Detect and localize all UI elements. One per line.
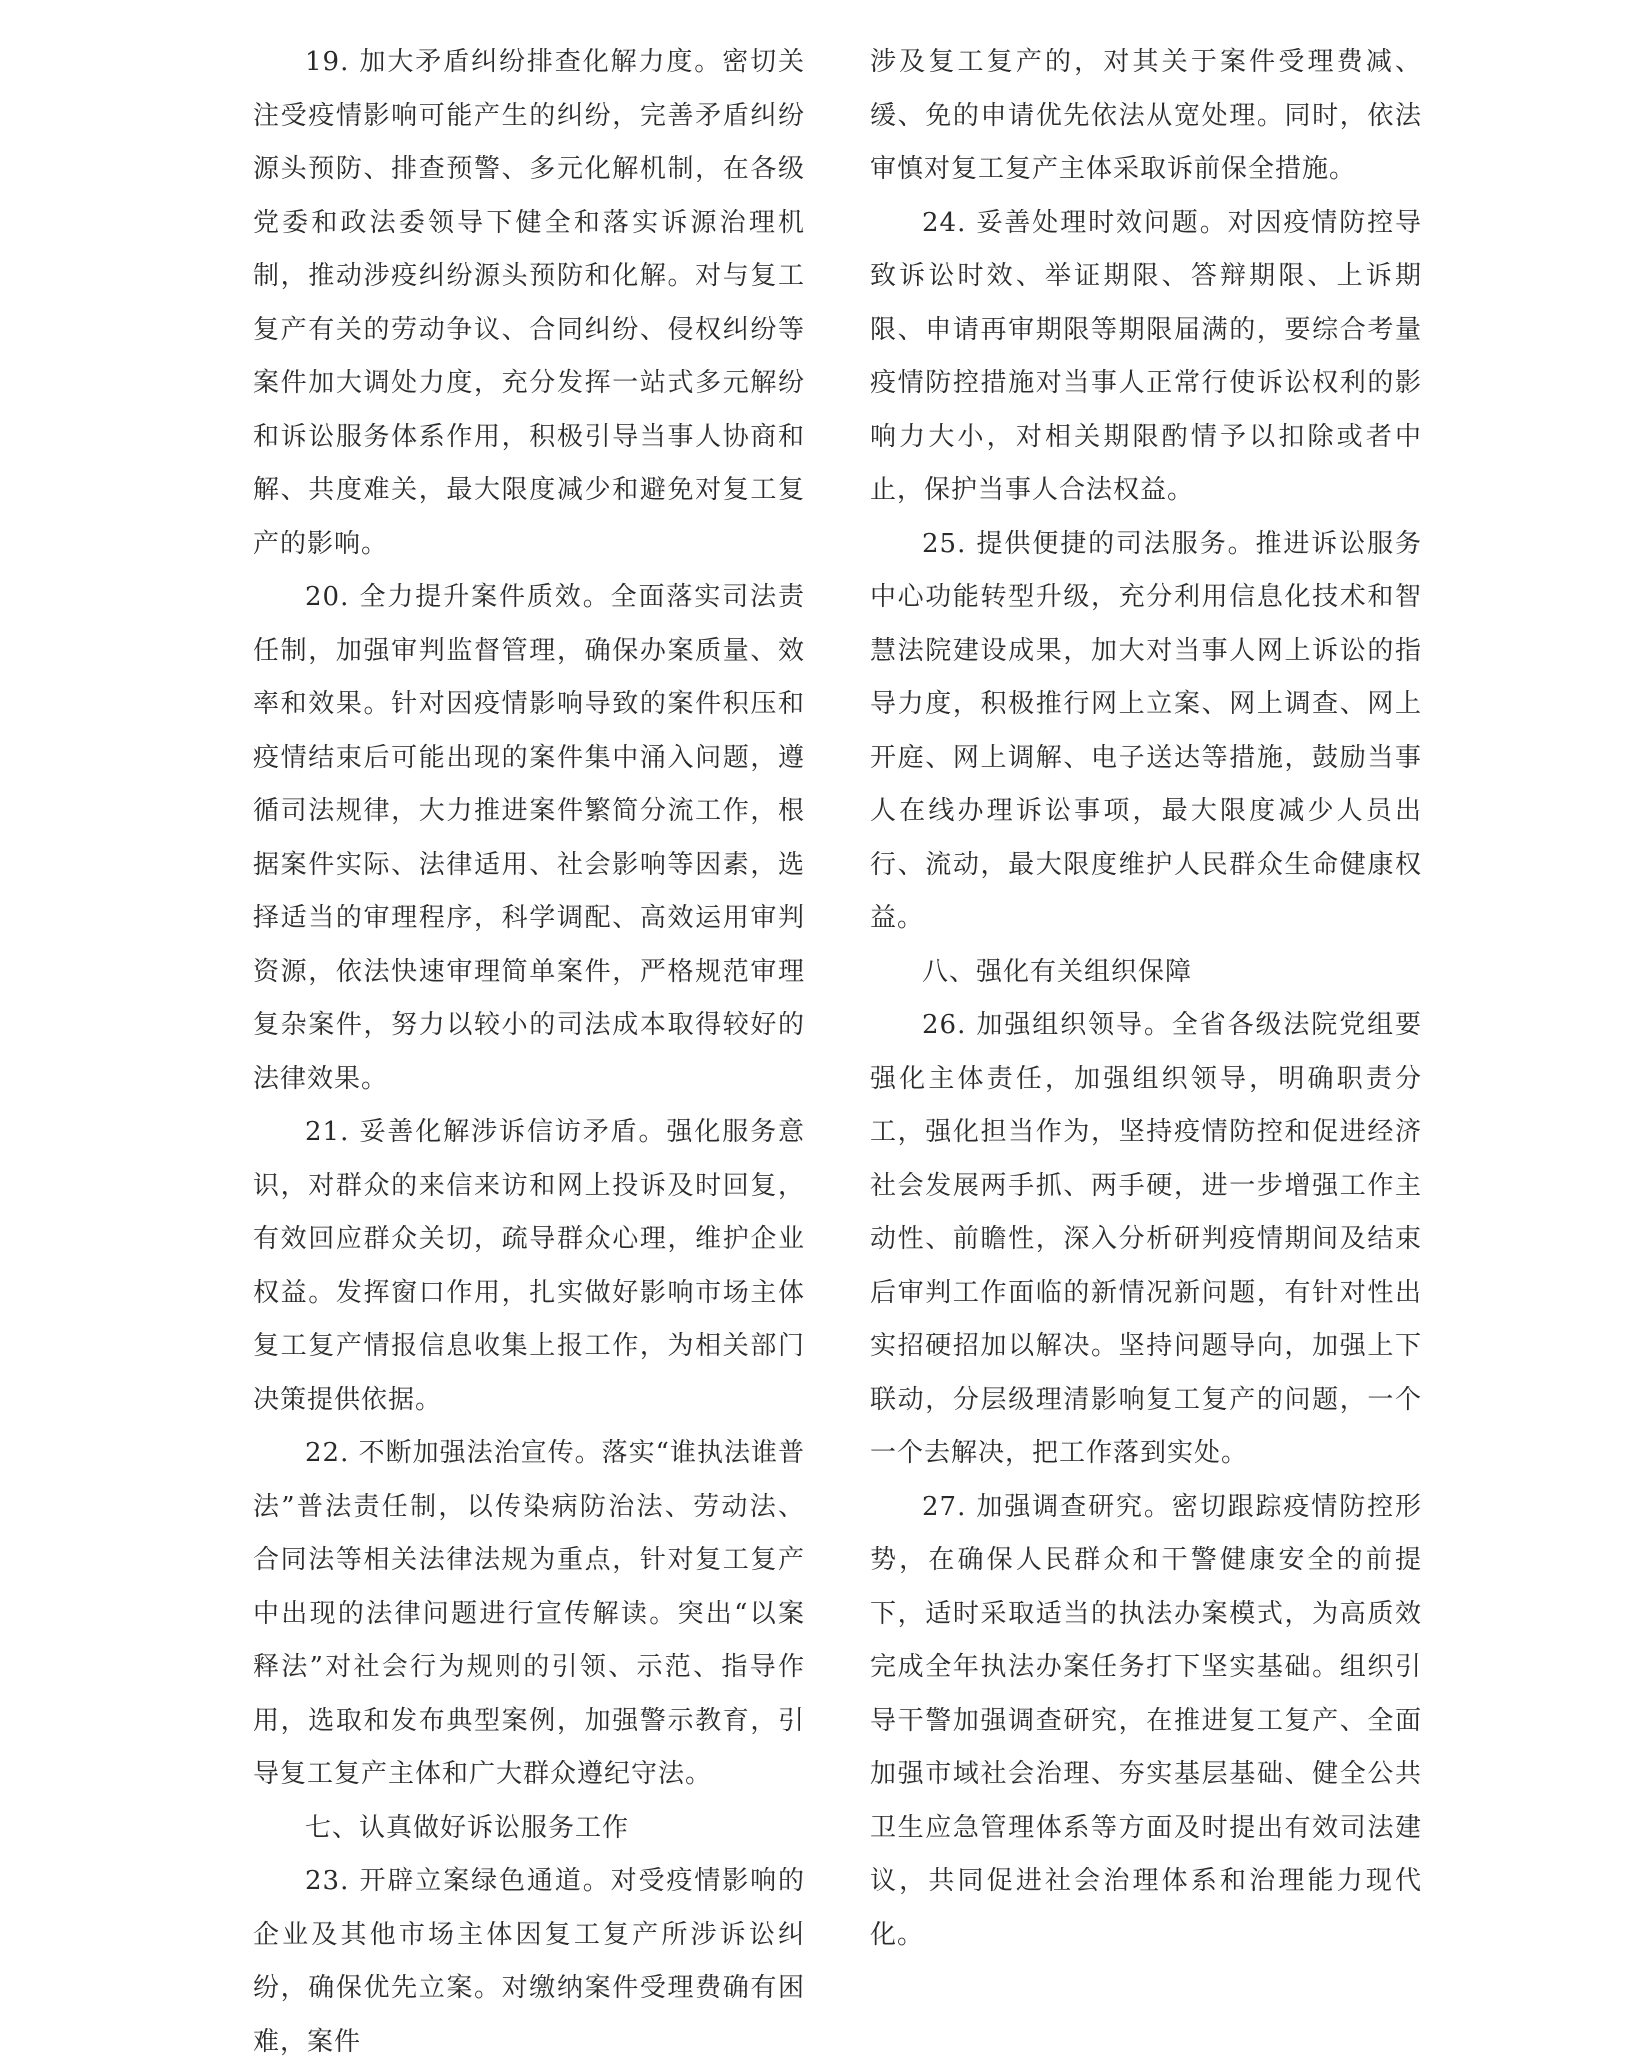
paragraph-23-part2: 涉及复工复产的，对其关于案件受理费减、缓、免的申请优先依法从宽处理。同时，依法审慎对复工复产主体采取诉前保全措施。 bbox=[870, 47, 1422, 184]
paragraph-23-part1: 23. 开辟立案绿色通道。对受疫情影响的企业及其他市场主体因复工复产所涉诉讼纠纷，确保优先立案。对缴纳案件受理费确有困难，案件 bbox=[253, 1866, 805, 2057]
right-column bbox=[870, 36, 1422, 1962]
paragraph-19: 19. 加大矛盾纠纷排查化解力度。密切关注受疫情影响可能产生的纠纷，完善矛盾纠纷源头预防、排查预警、多元化解机制，在各级党委和政法委领导下健全和落实诉源治理机制，推动涉疫纠纷源头预防和化解。对与复工复产有关的劳动争议、合同纠纷、侵权纠纷等案件加大调处力度，充分发挥一站式多元解纷和诉讼服务体系作用，积极引导当事人协商和解、共度难关，最大限度减少和避免对复工复产的影响。 bbox=[253, 47, 805, 559]
paragraph-24: 24. 妥善处理时效问题。对因疫情防控导致诉讼时效、举证期限、答辩期限、上诉期限、申请再审期限等期限届满的，要综合考量疫情防控措施对当事人正常行使诉讼权利的影响力大小，对相关期限酌情予以扣除或者中止，保护当事人合法权益。 bbox=[870, 207, 1422, 505]
paragraph-26: 26. 加强组织领导。全省各级法院党组要强化主体责任，加强组织领导，明确职责分工，强化担当作为，坚持疫情防控和促进经济社会发展两手抓、两手硬，进一步增强工作主动性、前瞻性，深入分析研判疫情期间及结束后审判工作面临的新情况新问题，有针对性出实招硬招加以解决。坚持问题导向，加强上下联动，分层级理清影响复工复产的问题，一个一个去解决，把工作落到实处。 bbox=[870, 1010, 1422, 1468]
paragraph-21: 21. 妥善化解涉诉信访矛盾。强化服务意识，对群众的来信来访和网上投诉及时回复，有效回应群众关切，疏导群众心理，维护企业权益。发挥窗口作用，扎实做好影响市场主体复工复产情报信息收集上报工作，为相关部门决策提供依据。 bbox=[253, 1117, 805, 1415]
paragraph-25: 25. 提供便捷的司法服务。推进诉讼服务中心功能转型升级，充分利用信息化技术和智慧法院建设成果，加大对当事人网上诉讼的指导力度，积极推行网上立案、网上调查、网上开庭、网上调解、电子送达等措施，鼓励当事人在线办理诉讼事项，最大限度减少人员出行、流动，最大限度维护人民群众生命健康权益。 bbox=[870, 528, 1422, 933]
paragraph-22: 22. 不断加强法治宣传。落实“谁执法谁普法”普法责任制，以传染病防治法、劳动法、合同法等相关法律法规为重点，针对复工复产中出现的法律问题进行宣传解读。突出“以案释法”对社会行为规则的引领、示范、指导作用，选取和发布典型案例，加强警示教育，引导复工复产主体和广大群众遵纪守法。 bbox=[253, 1438, 805, 1789]
paragraph-27: 27. 加强调查研究。密切跟踪疫情防控形势，在确保人民群众和干警健康安全的前提下，适时采取适当的执法办案模式，为高质效完成全年执法办案任务打下坚实基础。组织引导干警加强调查研究，在推进复工复产、全面加强市域社会治理、夯实基层基础、健全公共卫生应急管理体系等方面及时提出有效司法建议，共同促进社会治理体系和治理能力现代化。 bbox=[870, 1491, 1422, 1950]
left-column bbox=[253, 36, 805, 2069]
section-heading-8: 八、强化有关组织保障 bbox=[922, 956, 1193, 987]
paragraph-20: 20. 全力提升案件质效。全面落实司法责任制，加强审判监督管理，确保办案质量、效率和效果。针对因疫情影响导致的案件积压和疫情结束后可能出现的案件集中涌入问题，遵循司法规律，大力推进案件繁简分流工作，根据案件实际、法律适用、社会影响等因素，选择适当的审理程序，科学调配、高效运用审判资源，依法快速审理简单案件，严格规范审理复杂案件，努力以较小的司法成本取得较好的法律效果。 bbox=[253, 582, 805, 1094]
section-heading-7: 七、认真做好诉讼服务工作 bbox=[305, 1812, 630, 1843]
